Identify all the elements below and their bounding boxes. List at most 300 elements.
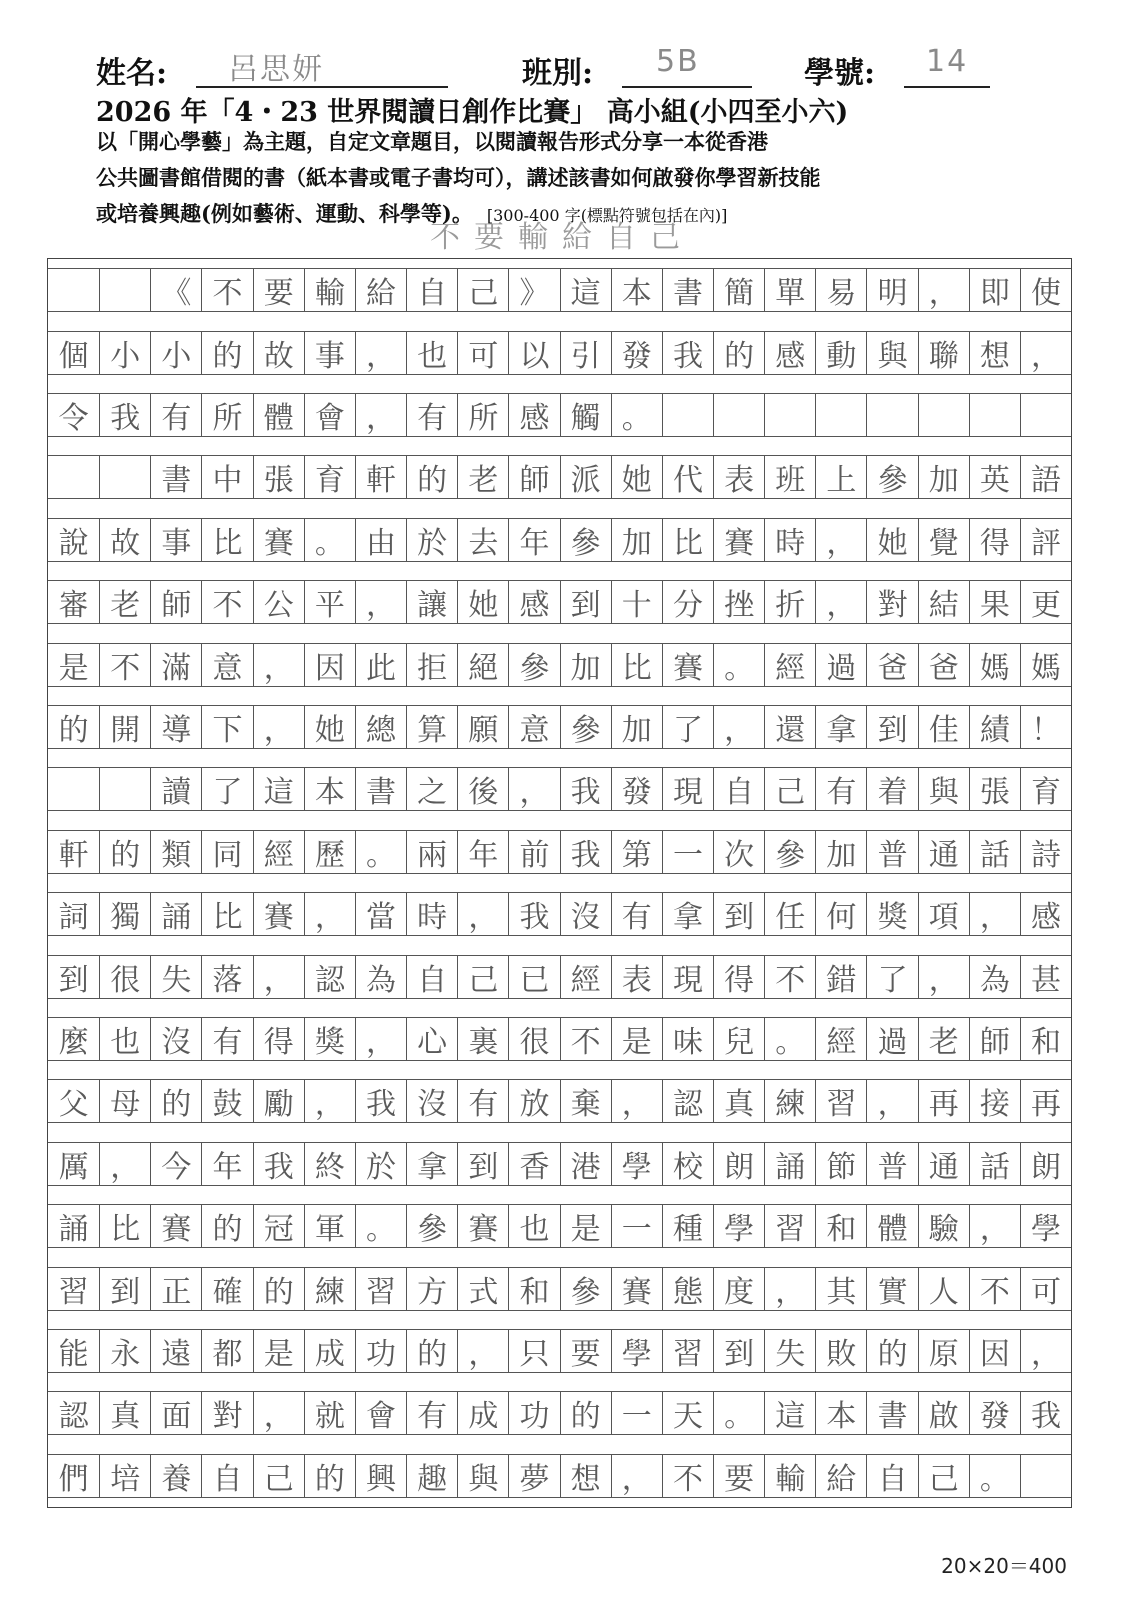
grid-cell: 任 [764, 892, 815, 936]
grid-cell: 趣 [406, 1454, 457, 1498]
grid-cell: 可 [1020, 1267, 1071, 1311]
competition-heading: 2026 年「4・23 世界閱讀日創作比賽」 高小組(小四至小六) [96, 97, 849, 128]
grid-cell: 真 [713, 1079, 764, 1123]
grid-cell: 了 [201, 767, 252, 811]
grid-cell: 個 [48, 331, 99, 375]
grid-cell: 第 [611, 830, 662, 874]
grid-cell: 已 [508, 955, 559, 999]
grid-cell: 果 [969, 580, 1020, 624]
grid-cell: 一 [662, 830, 713, 874]
grid-row [48, 1329, 1071, 1373]
grid-cell: 不 [99, 643, 150, 687]
grid-cell: 事 [304, 331, 355, 375]
grid-cell: 加 [918, 455, 969, 499]
grid-cell: 獎 [304, 1017, 355, 1061]
grid-cell: 誦 [48, 1204, 99, 1248]
grid-cell: 滿 [150, 643, 201, 687]
grid-cell: 她 [304, 705, 355, 749]
grid-cell: 再 [918, 1079, 969, 1123]
grid-cell: 有 [201, 1017, 252, 1061]
grid-cell: 賽 [253, 518, 304, 562]
grid-cell: ！ [1020, 705, 1071, 749]
grid-cell: 很 [99, 955, 150, 999]
grid-cell: 與 [918, 767, 969, 811]
grid-cell: 認 [304, 955, 355, 999]
grid-cell: 驗 [918, 1204, 969, 1248]
grid-cell [99, 455, 150, 499]
grid-cell: ， [253, 955, 304, 999]
grid-cell [48, 455, 99, 499]
grid-cell: 爸 [866, 643, 917, 687]
grid-cell: ， [815, 518, 866, 562]
grid-cell: 此 [355, 643, 406, 687]
grid-cell: 朗 [1020, 1142, 1071, 1186]
grid-cell: 的 [406, 455, 457, 499]
grid-row [48, 1267, 1071, 1311]
grid-cell: 自 [713, 767, 764, 811]
grid-cell: 參 [560, 705, 611, 749]
grid-cell: 小 [150, 331, 201, 375]
grid-cell: 這 [253, 767, 304, 811]
grid-row [48, 580, 1071, 624]
grid-cell: 代 [662, 455, 713, 499]
grid-cell: 賽 [253, 892, 304, 936]
student-no-underline [904, 86, 990, 88]
grid-cell: 張 [969, 767, 1020, 811]
grid-cell: 己 [457, 955, 508, 999]
grid-cell: 結 [918, 580, 969, 624]
grid-cell: ， [611, 1079, 662, 1123]
grid-cell: 成 [457, 1391, 508, 1435]
grid-cell: 我 [662, 331, 713, 375]
grid-cell: 啟 [918, 1391, 969, 1435]
grid-cell: 的 [48, 705, 99, 749]
grid-cell [662, 393, 713, 437]
grid-cell: 加 [560, 643, 611, 687]
grid-cell: 兩 [406, 830, 457, 874]
grid-cell: 不 [560, 1017, 611, 1061]
grid-cell: 朗 [713, 1142, 764, 1186]
grid-cell: 有 [150, 393, 201, 437]
grid-cell: ， [866, 1079, 917, 1123]
grid-cell: 己 [253, 1454, 304, 1498]
grid-cell: 真 [99, 1391, 150, 1435]
grid-cell: 港 [560, 1142, 611, 1186]
grid-cell: 香 [508, 1142, 559, 1186]
grid-cell: 因 [304, 643, 355, 687]
grid-cell: ， [713, 705, 764, 749]
grid-cell: 參 [764, 830, 815, 874]
grid-cell [815, 393, 866, 437]
grid-cell: 都 [201, 1329, 252, 1373]
grid-cell: 己 [457, 268, 508, 312]
grid-cell: 師 [150, 580, 201, 624]
grid-cell: 與 [457, 1454, 508, 1498]
grid-cell: 父 [48, 1079, 99, 1123]
grid-cell: 一 [611, 1391, 662, 1435]
grid-cell: 不 [201, 268, 252, 312]
grid-cell: 公 [253, 580, 304, 624]
grid-row [48, 767, 1071, 811]
essay-title: 不要輸給自己 [430, 220, 694, 255]
grid-cell: ， [1020, 331, 1071, 375]
grid-cell: 確 [201, 1267, 252, 1311]
grid-cell: 參 [508, 643, 559, 687]
grid-cell: 要 [253, 268, 304, 312]
grid-cell: 加 [815, 830, 866, 874]
grid-cell: 時 [406, 892, 457, 936]
grid-cell: 發 [969, 1391, 1020, 1435]
grid-cell: 就 [304, 1391, 355, 1435]
grid-cell: 小 [99, 331, 150, 375]
grid-cell: 賽 [662, 643, 713, 687]
grid-cell: 願 [457, 705, 508, 749]
grid-cell: 育 [304, 455, 355, 499]
grid-cell: 覺 [918, 518, 969, 562]
grid-cell: 參 [406, 1204, 457, 1248]
grid-cell: 給 [355, 268, 406, 312]
grid-cell: 敗 [815, 1329, 866, 1373]
grid-cell: 她 [611, 455, 662, 499]
grid-cell: 下 [201, 705, 252, 749]
grid-cell: 十 [611, 580, 662, 624]
grid-cell: 獎 [866, 892, 917, 936]
grid-cell: 獨 [99, 892, 150, 936]
grid-cell: 我 [560, 767, 611, 811]
grid-cell [713, 393, 764, 437]
grid-cell: 這 [764, 1391, 815, 1435]
grid-row [48, 1204, 1071, 1248]
grid-cell: 年 [457, 830, 508, 874]
class-label: 班別: [522, 56, 594, 91]
student-no-value: 14 [926, 44, 969, 79]
grid-cell: 現 [662, 955, 713, 999]
grid-row [48, 955, 1071, 999]
grid-cell: 到 [866, 705, 917, 749]
grid-cell: 感 [508, 393, 559, 437]
grid-cell: 現 [662, 767, 713, 811]
grid-cell: 會 [355, 1391, 406, 1435]
grid-cell: 節 [815, 1142, 866, 1186]
grid-size-note: 20×20＝400 [941, 1554, 1067, 1578]
grid-cell: 到 [713, 892, 764, 936]
grid-cell: 這 [560, 268, 611, 312]
grid-cell: 是 [253, 1329, 304, 1373]
grid-cell: 。 [355, 1204, 406, 1248]
grid-cell: 總 [355, 705, 406, 749]
grid-cell: 甚 [1020, 955, 1071, 999]
grid-cell: 習 [48, 1267, 99, 1311]
grid-cell: 想 [560, 1454, 611, 1498]
grid-cell: 意 [201, 643, 252, 687]
grid-cell: 習 [662, 1329, 713, 1373]
grid-cell: 有 [611, 892, 662, 936]
grid-cell: 自 [406, 268, 457, 312]
grid-cell: 體 [253, 393, 304, 437]
grid-cell: 人 [918, 1267, 969, 1311]
grid-cell: ， [918, 955, 969, 999]
grid-cell: ， [815, 580, 866, 624]
grid-cell: 終 [304, 1142, 355, 1186]
grid-cell: 正 [150, 1267, 201, 1311]
grid-cell: 過 [866, 1017, 917, 1061]
grid-row [48, 1017, 1071, 1061]
grid-cell: 的 [99, 830, 150, 874]
grid-cell: 書 [866, 1391, 917, 1435]
grid-row [48, 830, 1071, 874]
grid-cell: 練 [304, 1267, 355, 1311]
grid-cell: 故 [253, 331, 304, 375]
grid-cell: 經 [815, 1017, 866, 1061]
grid-cell: 績 [969, 705, 1020, 749]
grid-cell: 己 [764, 767, 815, 811]
grid-cell: 審 [48, 580, 99, 624]
grid-cell: 去 [457, 518, 508, 562]
grid-cell: 中 [201, 455, 252, 499]
grid-cell: 放 [508, 1079, 559, 1123]
grid-cell: 鼓 [201, 1079, 252, 1123]
grid-cell: 普 [866, 1142, 917, 1186]
grid-cell: 習 [815, 1079, 866, 1123]
grid-cell: ， [304, 892, 355, 936]
grid-cell: ， [764, 1267, 815, 1311]
grid-cell: 和 [508, 1267, 559, 1311]
grid-cell: 。 [713, 643, 764, 687]
grid-cell: 棄 [560, 1079, 611, 1123]
grid-cell: 使 [1020, 268, 1071, 312]
grid-cell: 到 [457, 1142, 508, 1186]
grid-cell: 自 [866, 1454, 917, 1498]
grid-cell: 誦 [150, 892, 201, 936]
grid-cell: 遠 [150, 1329, 201, 1373]
grid-cell: 發 [611, 767, 662, 811]
grid-cell [764, 393, 815, 437]
grid-cell: 態 [662, 1267, 713, 1311]
grid-cell: 習 [764, 1204, 815, 1248]
grid-row [48, 1079, 1071, 1123]
grid-cell: 師 [969, 1017, 1020, 1061]
grid-cell: 的 [201, 1204, 252, 1248]
grid-cell: 的 [866, 1329, 917, 1373]
grid-cell: ， [355, 393, 406, 437]
grid-cell: 落 [201, 955, 252, 999]
grid-cell: 練 [764, 1079, 815, 1123]
grid-cell: 何 [815, 892, 866, 936]
grid-cell: 老 [918, 1017, 969, 1061]
grid-cell: 校 [662, 1142, 713, 1186]
grid-cell: 夢 [508, 1454, 559, 1498]
grid-cell: 經 [560, 955, 611, 999]
grid-row [48, 1391, 1071, 1435]
grid-cell: 自 [201, 1454, 252, 1498]
grid-cell: 因 [969, 1329, 1020, 1373]
grid-row [48, 705, 1071, 749]
grid-cell: 媽 [1020, 643, 1071, 687]
grid-cell: 有 [406, 1391, 457, 1435]
grid-cell: 表 [713, 455, 764, 499]
grid-cell: 。 [969, 1454, 1020, 1498]
grid-row [48, 892, 1071, 936]
name-label: 姓名: [96, 56, 168, 91]
grid-cell: 前 [508, 830, 559, 874]
grid-cell: 讓 [406, 580, 457, 624]
grid-cell: 學 [611, 1142, 662, 1186]
grid-cell: 再 [1020, 1079, 1071, 1123]
grid-cell: 永 [99, 1329, 150, 1373]
grid-cell: 可 [457, 331, 508, 375]
grid-cell: 挫 [713, 580, 764, 624]
grid-cell: 沒 [406, 1079, 457, 1123]
grid-cell: 比 [201, 892, 252, 936]
grid-cell: 輸 [304, 268, 355, 312]
grid-cell: 裏 [457, 1017, 508, 1061]
grid-cell [866, 393, 917, 437]
grid-cell: 的 [713, 331, 764, 375]
grid-cell: 詩 [1020, 830, 1071, 874]
grid-cell: 。 [355, 830, 406, 874]
grid-cell: 動 [815, 331, 866, 375]
grid-cell: ， [355, 1017, 406, 1061]
grid-cell: 師 [508, 455, 559, 499]
grid-cell: 能 [48, 1329, 99, 1373]
grid-cell: 引 [560, 331, 611, 375]
grid-cell [969, 393, 1020, 437]
grid-cell: 功 [508, 1391, 559, 1435]
grid-cell: 意 [508, 705, 559, 749]
grid-cell: 給 [815, 1454, 866, 1498]
grid-cell [99, 268, 150, 312]
grid-cell: 話 [969, 830, 1020, 874]
grid-cell: 很 [508, 1017, 559, 1061]
grid-cell: 參 [560, 1267, 611, 1311]
grid-cell: 式 [457, 1267, 508, 1311]
grid-cell: 事 [150, 518, 201, 562]
word-count-note: [300-400 字(標點符號包括在內)] [486, 206, 728, 225]
grid-cell: 張 [253, 455, 304, 499]
grid-cell: 於 [355, 1142, 406, 1186]
grid-cell: 不 [662, 1454, 713, 1498]
writing-grid [47, 258, 1072, 1508]
grid-cell: 得 [969, 518, 1020, 562]
grid-row [48, 455, 1071, 499]
grid-cell: 了 [662, 705, 713, 749]
grid-cell: 即 [969, 268, 1020, 312]
grid-cell [48, 767, 99, 811]
grid-row [48, 1142, 1071, 1186]
grid-cell: ， [253, 643, 304, 687]
grid-cell: 絕 [457, 643, 508, 687]
grid-cell: 拿 [662, 892, 713, 936]
grid-cell: 種 [662, 1204, 713, 1248]
grid-cell: 班 [764, 455, 815, 499]
grid-cell: 》 [508, 268, 559, 312]
grid-cell: 己 [918, 1454, 969, 1498]
class-value: 5B [656, 44, 700, 79]
grid-cell: 冠 [253, 1204, 304, 1248]
grid-cell: 過 [815, 643, 866, 687]
grid-cell: ， [1020, 1329, 1071, 1373]
grid-cell: 本 [815, 1391, 866, 1435]
grid-cell: 同 [201, 830, 252, 874]
grid-cell: ， [457, 1329, 508, 1373]
grid-cell: ， [969, 1204, 1020, 1248]
grid-cell: 比 [99, 1204, 150, 1248]
grid-cell: 的 [253, 1267, 304, 1311]
grid-cell: 分 [662, 580, 713, 624]
grid-cell: 。 [713, 1391, 764, 1435]
grid-cell: 到 [99, 1267, 150, 1311]
grid-cell: 媽 [969, 643, 1020, 687]
grid-cell: 要 [560, 1329, 611, 1373]
grid-cell: 兒 [713, 1017, 764, 1061]
grid-cell: 得 [253, 1017, 304, 1061]
grid-cell: ， [355, 580, 406, 624]
grid-cell: 了 [866, 955, 917, 999]
grid-cell: 書 [355, 767, 406, 811]
grid-cell: 通 [918, 1142, 969, 1186]
grid-cell: 養 [150, 1454, 201, 1498]
class-underline [622, 86, 752, 88]
grid-cell: 只 [508, 1329, 559, 1373]
grid-cell: 的 [406, 1329, 457, 1373]
grid-cell: 還 [764, 705, 815, 749]
grid-cell: 認 [662, 1079, 713, 1123]
grid-cell: 以 [508, 331, 559, 375]
grid-cell: 於 [406, 518, 457, 562]
grid-cell: 是 [48, 643, 99, 687]
grid-cell: 成 [304, 1329, 355, 1373]
grid-cell: 語 [1020, 455, 1071, 499]
grid-cell: 不 [969, 1267, 1020, 1311]
grid-cell: 經 [764, 643, 815, 687]
grid-cell: 對 [201, 1391, 252, 1435]
grid-cell: 賽 [611, 1267, 662, 1311]
grid-cell: 所 [201, 393, 252, 437]
grid-cell: 話 [969, 1142, 1020, 1186]
grid-cell: 有 [406, 393, 457, 437]
grid-cell: 我 [1020, 1391, 1071, 1435]
grid-cell: 比 [662, 518, 713, 562]
grid-cell: ， [99, 1142, 150, 1186]
grid-cell: 也 [406, 331, 457, 375]
grid-cell: 對 [866, 580, 917, 624]
grid-cell: 英 [969, 455, 1020, 499]
grid-cell: 發 [611, 331, 662, 375]
grid-cell: 比 [611, 643, 662, 687]
grid-cell: 面 [150, 1391, 201, 1435]
grid-cell: 我 [508, 892, 559, 936]
grid-cell: 更 [1020, 580, 1071, 624]
grid-cell: 學 [611, 1329, 662, 1373]
grid-cell: 老 [457, 455, 508, 499]
grid-cell: 會 [304, 393, 355, 437]
grid-cell: ， [508, 767, 559, 811]
grid-cell: 不 [201, 580, 252, 624]
grid-cell: 參 [866, 455, 917, 499]
grid-cell: 着 [866, 767, 917, 811]
grid-cell: 所 [457, 393, 508, 437]
grid-cell: 賽 [150, 1204, 201, 1248]
grid-cell: ， [253, 1391, 304, 1435]
grid-cell: 項 [918, 892, 969, 936]
grid-cell: 育 [1020, 767, 1071, 811]
grid-cell: 勵 [253, 1079, 304, 1123]
grid-cell: 培 [99, 1454, 150, 1498]
grid-cell: 單 [764, 268, 815, 312]
grid-cell: ， [918, 268, 969, 312]
grid-cell: 令 [48, 393, 99, 437]
grid-cell: 說 [48, 518, 99, 562]
